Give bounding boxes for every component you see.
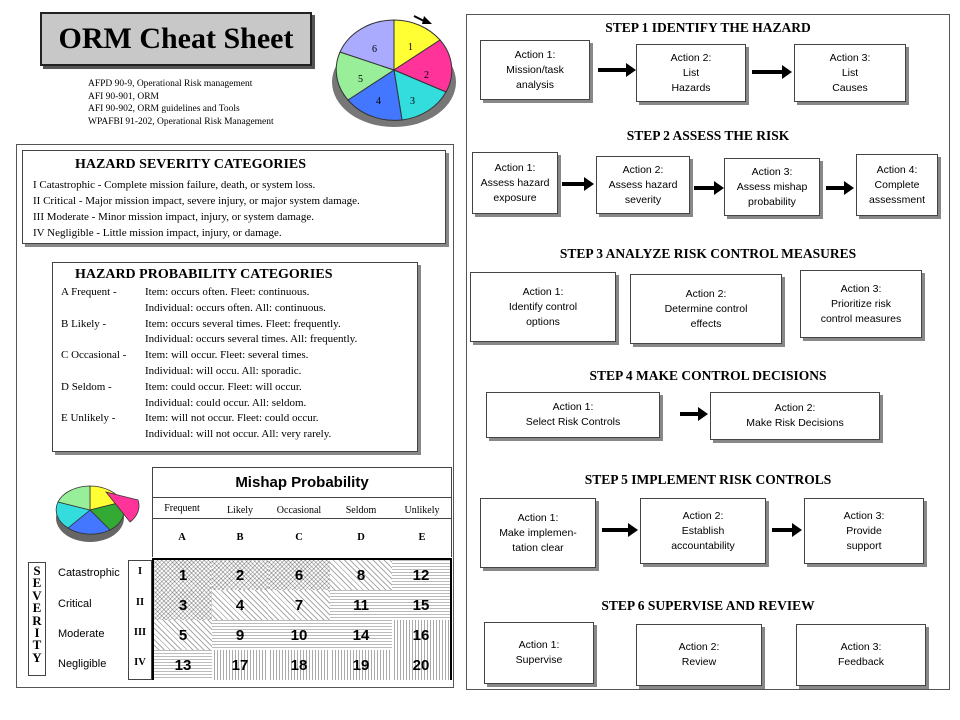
probability-description: Item: will not occur. Fleet: could occur.: [145, 412, 319, 425]
step-6-action-1: Action 1: Supervise: [484, 622, 594, 684]
matrix-cell: 3: [154, 590, 212, 620]
probability-row: [61, 364, 417, 380]
arrow-icon: [602, 528, 630, 532]
probability-description: Individual: occurs several times. All: frequently.: [145, 333, 358, 346]
matrix-row-label: Critical: [58, 598, 92, 610]
cycle-number: 5: [358, 74, 363, 85]
step-5-action-1: Action 1: Make implemen- tation clear: [480, 498, 596, 568]
matrix-divider: [152, 518, 452, 519]
matrix-cell: 18: [268, 650, 330, 680]
references-list: [88, 78, 274, 128]
probability-row: [61, 301, 417, 317]
probability-row: [61, 396, 417, 412]
probability-category: A Frequent -: [61, 286, 117, 298]
probability-description: Item: occurs several times. Fleet: frequently.: [145, 317, 341, 330]
arrow-icon: [694, 186, 716, 190]
matrix-cell: 9: [212, 620, 268, 650]
cycle-number: 1: [408, 42, 413, 53]
probability-row: [61, 411, 417, 427]
probability-category: B Likely -: [61, 317, 107, 330]
probability-row: [61, 332, 417, 348]
step-6-action-3: Action 3: Feedback: [796, 624, 926, 686]
step-3-action-2: Action 2: Determine control effects: [630, 274, 782, 344]
reference-item: WPAFBI 91-202, Operational Risk Management: [88, 116, 274, 127]
reference-item: AFI 90-902, ORM guidelines and Tools: [88, 104, 240, 114]
matrix-column-header: Unlikely: [404, 505, 440, 516]
matrix-column-letter: A: [178, 532, 186, 543]
step-6-title: STEP 6 SUPERVISE AND REVIEW: [601, 598, 815, 613]
severity-heading: HAZARD SEVERITY CATEGORIES: [75, 157, 307, 172]
steps-panel-frame: [466, 14, 950, 690]
step-3-action-1: Action 1: Identify control options: [470, 272, 616, 342]
step-4-action-1: Action 1: Select Risk Controls: [486, 392, 660, 438]
step-1-action-2: Action 2: List Hazards: [636, 44, 746, 102]
probability-description: Item: will occur. Fleet: several times.: [145, 349, 309, 362]
severity-line: IV Negligible - Little mission impact, injury, or damage.: [33, 227, 282, 239]
probability-row: [61, 427, 417, 443]
matrix-row-numeral: IV: [134, 657, 146, 668]
matrix-column-letter: C: [295, 532, 303, 543]
matrix-column-header: Frequent: [164, 503, 200, 514]
arrow-icon: [562, 182, 586, 186]
matrix-cell: 11: [330, 590, 392, 620]
step-1-title: STEP 1 IDENTIFY THE HAZARD: [605, 20, 811, 35]
matrix-row-label: Negligible: [58, 658, 107, 670]
orm-cycle-pie-icon: [326, 10, 462, 130]
mishap-probability-title: Mishap Probability: [152, 467, 452, 497]
matrix-cell: 4: [212, 590, 268, 620]
matrix-cell: 15: [392, 590, 450, 620]
probability-heading: HAZARD PROBABILITY CATEGORIES: [75, 267, 333, 282]
cycle-number: 4: [376, 96, 381, 107]
probability-row: [61, 317, 417, 333]
probability-description: Individual: will occu. All: sporadic.: [145, 364, 302, 377]
matrix-column-header: Occasional: [276, 505, 322, 516]
probability-category: E Unlikely -: [61, 412, 116, 425]
step-1-action-3: Action 3: List Causes: [794, 44, 906, 102]
probability-category: [61, 301, 145, 317]
probability-category: [61, 364, 145, 380]
probability-category: [61, 427, 145, 443]
severity-vertical-label: [28, 562, 46, 676]
severity-line: I Catastrophic - Complete mission failure, death, or system loss.: [33, 179, 316, 191]
step-6-action-2: Action 2: Review: [636, 624, 762, 686]
probability-description: Item: could occur. Fleet: will occur.: [145, 380, 302, 393]
severity-line: II Critical - Major mission impact, severe injury, or major system damage.: [33, 195, 360, 207]
step-2-action-3: Action 3: Assess mishap probability: [724, 158, 820, 216]
matrix-column-letter: E: [418, 532, 426, 543]
matrix-cell: 13: [154, 650, 212, 680]
arrow-icon: [826, 186, 846, 190]
probability-category: D Seldom -: [61, 380, 112, 393]
matrix-cell: 6: [268, 560, 330, 590]
probability-category: [61, 332, 145, 348]
matrix-column-letter: B: [236, 532, 244, 543]
arrow-icon: [680, 412, 700, 416]
matrix-cell: 19: [330, 650, 392, 680]
page-title-box: [40, 12, 312, 66]
matrix-cell: 8: [330, 560, 392, 590]
cycle-number: 2: [424, 70, 429, 81]
matrix-cell: 2: [212, 560, 268, 590]
step-2-title: STEP 2 ASSESS THE RISK: [626, 128, 790, 143]
step-2-action-4: Action 4: Complete assessment: [856, 154, 938, 216]
matrix-divider: [152, 497, 452, 498]
severity-line: III Moderate - Minor mission impact, injury, or system damage.: [33, 211, 314, 223]
matrix-cell: 10: [268, 620, 330, 650]
matrix-row-label: Catastrophic: [58, 567, 120, 579]
reference-item: AFPD 90-9, Operational Risk management: [88, 79, 253, 89]
matrix-cell: 12: [392, 560, 450, 590]
probability-row: [61, 285, 417, 301]
matrix-cell: 7: [268, 590, 330, 620]
step-5-title: STEP 5 IMPLEMENT RISK CONTROLS: [584, 472, 832, 487]
matrix-row-numeral: II: [135, 597, 145, 608]
matrix-cell: 16: [392, 620, 450, 650]
probability-row: [61, 348, 417, 364]
step-2-action-2: Action 2: Assess hazard severity: [596, 156, 690, 214]
matrix-column-header: Seldom: [345, 505, 377, 516]
matrix-cell: 20: [392, 650, 450, 680]
severity-word: SEVERITY: [32, 563, 42, 665]
cycle-number: 3: [410, 96, 415, 107]
arrow-icon: [598, 68, 628, 72]
step-4-title: STEP 4 MAKE CONTROL DECISIONS: [589, 368, 827, 383]
probability-description: Individual: will not occur. All: very rarely.: [145, 428, 332, 441]
probability-category: C Occasional -: [61, 349, 127, 362]
matrix-column-header: Likely: [226, 505, 254, 516]
probability-description: Individual: occurs often. All: continuous.: [145, 301, 326, 314]
arrow-icon: [772, 528, 794, 532]
cycle-number: 6: [372, 44, 377, 55]
matrix-row-label: Moderate: [58, 628, 105, 640]
matrix-cell: 17: [212, 650, 268, 680]
decorative-pie-icon: [50, 478, 146, 548]
probability-row: [61, 380, 417, 396]
severity-categories-box: [22, 150, 446, 244]
matrix-cell: 5: [154, 620, 212, 650]
reference-item: AFI 90-901, ORM: [88, 91, 159, 102]
matrix-cell: 14: [330, 620, 392, 650]
matrix-column-letter: D: [357, 532, 365, 543]
step-5-action-2: Action 2: Establish accountability: [640, 498, 766, 564]
arrow-icon: [752, 70, 784, 74]
probability-description: Item: occurs often. Fleet: continuous.: [145, 286, 310, 298]
probability-category: [61, 396, 145, 412]
step-4-action-2: Action 2: Make Risk Decisions: [710, 392, 880, 440]
step-5-action-3: Action 3: Provide support: [804, 498, 924, 564]
matrix-cell: 1: [154, 560, 212, 590]
step-1-action-1: Action 1: Mission/task analysis: [480, 40, 590, 100]
matrix-row-numeral: I: [137, 566, 143, 577]
page-title: ORM Cheat Sheet: [58, 22, 294, 55]
step-3-title: STEP 3 ANALYZE RISK CONTROL MEASURES: [559, 246, 857, 261]
step-3-action-3: Action 3: Prioritize risk control measures: [800, 270, 922, 338]
probability-categories-box: [52, 262, 418, 452]
step-2-action-1: Action 1: Assess hazard exposure: [472, 152, 558, 214]
probability-description: Individual: could occur. All: seldom.: [145, 396, 307, 409]
matrix-row-numeral: III: [133, 627, 147, 638]
